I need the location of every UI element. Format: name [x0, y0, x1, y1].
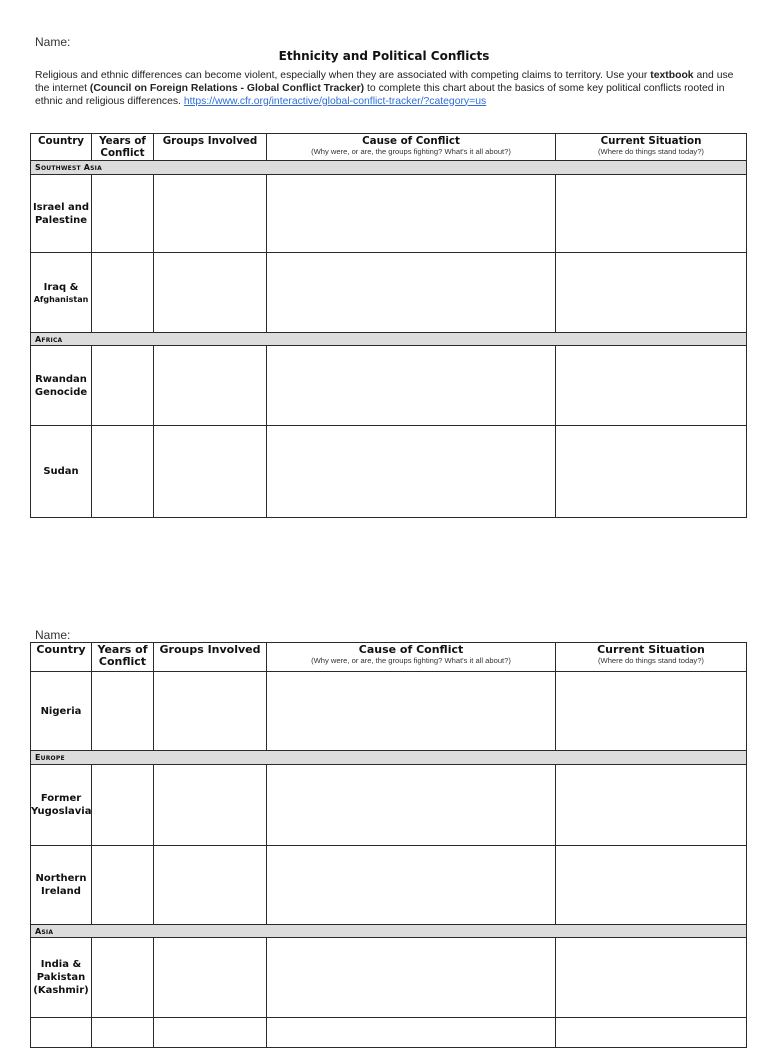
header-cause-label: Cause of Conflict — [362, 135, 460, 147]
header-years: Years of Conflict — [92, 643, 154, 672]
header-groups: Groups Involved — [154, 643, 267, 672]
header-cause — [267, 134, 556, 161]
country-israel-palestine: Israel and Palestine — [31, 175, 92, 253]
country-nigeria: Nigeria — [31, 672, 92, 751]
years-cell[interactable] — [92, 426, 154, 518]
groups-cell[interactable] — [154, 1018, 267, 1048]
table-row — [31, 846, 747, 925]
name-label-2: Name: — [35, 628, 71, 642]
years-cell[interactable] — [92, 765, 154, 846]
header-groups: Groups Involved — [154, 134, 267, 161]
intro-paragraph — [35, 70, 735, 108]
cause-cell[interactable] — [267, 938, 556, 1018]
table-row — [31, 1018, 747, 1048]
conflict-table-1 — [30, 133, 747, 518]
intro-text-2: and use the internet — [35, 70, 734, 94]
header-cause-sub: (Why were, or are, the groups fighting? What's it all about?) — [311, 147, 511, 156]
table-header-row — [31, 643, 747, 672]
name-label: Name: — [35, 35, 71, 49]
header-country: Country — [31, 134, 92, 161]
years-cell[interactable] — [92, 846, 154, 925]
header-current-sub: (Where do things stand today?) — [598, 656, 704, 665]
header-cause-label: Cause of Conflict — [358, 643, 464, 656]
cause-cell[interactable] — [267, 346, 556, 426]
current-cell[interactable] — [556, 938, 747, 1018]
header-country: Country — [31, 643, 92, 672]
table-row — [31, 175, 747, 253]
current-cell[interactable] — [556, 846, 747, 925]
country-cell-empty — [31, 1018, 92, 1048]
table-row — [31, 426, 747, 518]
current-cell[interactable] — [556, 765, 747, 846]
years-cell[interactable] — [92, 672, 154, 751]
table-row — [31, 938, 747, 1018]
header-current-sub: (Where do things stand today?) — [598, 147, 704, 156]
intro-bold-textbook: textbook — [650, 70, 694, 81]
section-row — [31, 333, 747, 346]
years-cell[interactable] — [92, 938, 154, 1018]
header-current-label: Current Situation — [600, 135, 702, 147]
cause-cell[interactable] — [267, 175, 556, 253]
groups-cell[interactable] — [154, 846, 267, 925]
page-title: Ethnicity and Political Conflicts — [278, 49, 490, 63]
table-header-row — [31, 134, 747, 161]
section-europe: Europe — [31, 751, 747, 765]
country-sudan: Sudan — [31, 426, 92, 518]
section-southwest-asia: Southwest Asia — [31, 161, 747, 175]
country-former-yugoslavia: Former Yugoslavia — [31, 765, 92, 846]
table-row — [31, 765, 747, 846]
intro-text-3: to complete this chart about the basics of some key political conflicts rooted in ethnic and religious differences. — [35, 82, 725, 107]
header-current — [556, 134, 747, 161]
country-northern-ireland: Northern Ireland — [31, 846, 92, 925]
intro-bold-cfr: (Council on Foreign Relations - Global Conflict Tracker) — [89, 82, 365, 94]
table-row — [31, 672, 747, 751]
cause-cell[interactable] — [267, 426, 556, 518]
cfr-link[interactable]: https://www.cfr.org/interactive/global-conflict-tracker/?category=us — [183, 95, 487, 107]
section-asia: Asia — [31, 925, 747, 938]
groups-cell[interactable] — [154, 672, 267, 751]
groups-cell[interactable] — [154, 253, 267, 333]
country-iraq-label: Iraq & — [43, 281, 79, 293]
header-current-label: Current Situation — [597, 643, 705, 656]
cause-cell[interactable] — [267, 1018, 556, 1048]
years-cell[interactable] — [92, 1018, 154, 1048]
years-cell[interactable] — [92, 175, 154, 253]
country-afghanistan-label: Afghanistan — [33, 294, 89, 304]
current-cell[interactable] — [556, 175, 747, 253]
section-row — [31, 161, 747, 175]
groups-cell[interactable] — [154, 426, 267, 518]
header-years: Years of Conflict — [92, 134, 154, 161]
country-india-pakistan: India & Pakistan (Kashmir) — [31, 938, 92, 1018]
years-cell[interactable] — [92, 346, 154, 426]
country-rwandan-genocide: Rwandan Genocide — [31, 346, 92, 426]
table-row — [31, 253, 747, 333]
groups-cell[interactable] — [154, 765, 267, 846]
current-cell[interactable] — [556, 426, 747, 518]
current-cell[interactable] — [556, 672, 747, 751]
cause-cell[interactable] — [267, 672, 556, 751]
cause-cell[interactable] — [267, 765, 556, 846]
header-cause — [267, 643, 556, 672]
groups-cell[interactable] — [154, 938, 267, 1018]
current-cell[interactable] — [556, 253, 747, 333]
section-row — [31, 751, 747, 765]
years-cell[interactable] — [92, 253, 154, 333]
groups-cell[interactable] — [154, 346, 267, 426]
current-cell[interactable] — [556, 1018, 747, 1048]
header-cause-sub: (Why were, or are, the groups fighting? What's it all about?) — [311, 656, 511, 665]
cause-cell[interactable] — [267, 846, 556, 925]
country-iraq-afghanistan — [31, 253, 92, 333]
section-row — [31, 925, 747, 938]
header-current — [556, 643, 747, 672]
groups-cell[interactable] — [154, 175, 267, 253]
table-row — [31, 346, 747, 426]
intro-text-1: Religious and ethnic differences can become violent, especially when they are associated with competing claims to territory. Use your — [35, 70, 651, 81]
cause-cell[interactable] — [267, 253, 556, 333]
section-africa: Africa — [31, 333, 747, 346]
conflict-table-2 — [30, 642, 747, 1048]
current-cell[interactable] — [556, 346, 747, 426]
